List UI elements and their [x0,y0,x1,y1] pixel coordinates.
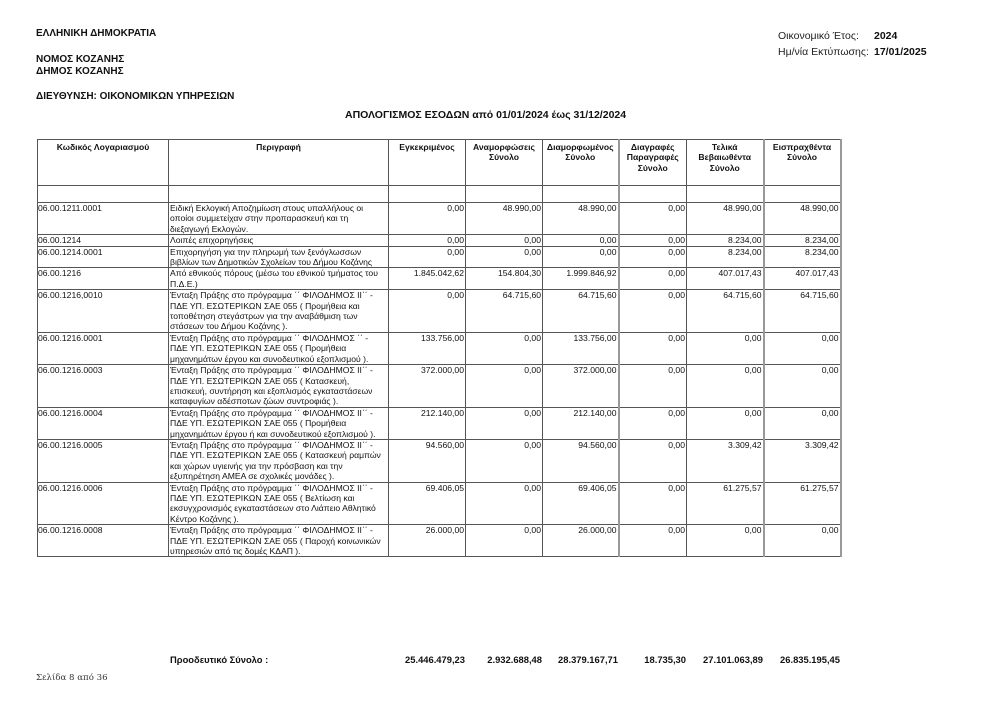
certified-cell: 0,00 [687,407,764,439]
description-cell: Ένταξη Πράξης στο πρόγραμμα ΄΄ ΦΙΛΟΔΗΜΟΣ ΙΙ΄΄ - ΠΔΕ ΥΠ. ΕΣΩΤΕΡΙΚΩΝ ΣΑΕ 055 ( Προμήθεια και τοποθέτηση στεγάστρων για την αναβάθμιση των στάσεων του Δήμου Κοζάνης ). [169,290,389,333]
print-date-value: 17/01/2025 [874,46,927,58]
collected-cell: 407.017,43 [764,268,841,290]
writeoffs-cell: 0,00 [619,525,687,557]
amendments-cell: 0,00 [466,332,543,364]
column-header-code: Κωδικός Λογαριασμού [38,140,169,186]
approved-cell: 212.140,00 [389,407,466,439]
account-code-cell: 06.00.1216.0008 [38,525,169,557]
amendments-cell: 0,00 [466,482,543,525]
municipality-heading: ΔΗΜΟΣ ΚΟΖΑΝΗΣ [36,66,124,77]
certified-cell: 8.234,00 [687,235,764,246]
collected-cell: 8.234,00 [764,246,841,268]
certified-cell: 64.715,60 [687,290,764,333]
description-cell: Ένταξη Πράξης στο πρόγραμμα ΄΄ ΦΙΛΟΔΗΜΟΣ ΙΙ΄΄ - ΠΔΕ ΥΠ. ΕΣΩΤΕΡΙΚΩΝ ΣΑΕ 055 ( Παροχή κοινωνικών υπηρεσιών από τις δομές ΚΔΑΠ ). [169,525,389,557]
column-header-certified: Τελικά Βεβαιωθέντα Σύνολο [687,140,764,186]
empty-cell [389,186,466,203]
description-cell: Ένταξη Πράξης στο πρόγραμμα ΄΄ ΦΙΛΟΔΗΜΟΣ ΙΙ΄΄ - ΠΔΕ ΥΠ. ΕΣΩΤΕΡΙΚΩΝ ΣΑΕ 055 ( Βελτίωση και εκσυγχρονισμός εγκαταστάσεων στο Λιάπειο Αθλητικό Κέντρο Κοζάνης ). [169,482,389,525]
table-row [38,203,841,235]
empty-cell [38,186,169,203]
account-code-cell: 06.00.1216.0006 [38,482,169,525]
account-code-cell: 06.00.1216.0001 [38,332,169,364]
empty-cell [466,186,543,203]
report-title: ΑΠΟΛΟΓΙΣΜΟΣ ΕΣΟΔΩΝ από 01/01/2024 έως 31/12/2024 [345,109,627,121]
column-header-collected: Εισπραχθέντα Σύνολο [764,140,841,186]
writeoffs-cell: 0,00 [619,268,687,290]
revenue-table [37,139,842,557]
account-code-cell: 06.00.1216.0005 [38,439,169,482]
account-code-cell: 06.00.1211.0001 [38,203,169,235]
column-header-approved: Εγκεκριμένος [389,140,466,186]
writeoffs-cell: 0,00 [619,290,687,333]
account-code-cell: 06.00.1216.0004 [38,407,169,439]
collected-cell: 3.309,42 [764,439,841,482]
account-code-cell: 06.00.1216,0010 [38,290,169,333]
table-row [38,365,841,408]
empty-cell [543,186,619,203]
table-row [38,268,841,290]
amendments-cell: 0,00 [466,246,543,268]
certified-cell: 0,00 [687,332,764,364]
column-header-revised: Διαμορφωμένος Σύνολο [543,140,619,186]
writeoffs-cell: 0,00 [619,482,687,525]
account-code-cell: 06.00.1216.0003 [38,365,169,408]
certified-cell: 48.990,00 [687,203,764,235]
amendments-cell: 154.804,30 [466,268,543,290]
total-revised: 28.379.167,71 [558,654,618,665]
writeoffs-cell: 0,00 [619,332,687,364]
revised-cell: 133.756,00 [543,332,619,364]
approved-cell: 133.756,00 [389,332,466,364]
description-cell: Ένταξη Πράξης στο πρόγραμμα ΄΄ ΦΙΛΟΔΗΜΟΣ ΙΙ΄΄ - ΠΔΕ ΥΠ. ΕΣΩΤΕΡΙΚΩΝ ΣΑΕ 055 ( Κατασκευή, επισκευή, συντήρηση και εξοπλισμός εγκαταστάσεων καταφυγίων αδέσποτων ζώων συντροφιάς ). [169,365,389,408]
table-row [38,525,841,557]
writeoffs-cell: 0,00 [619,365,687,408]
table-row [38,246,841,268]
column-header-description: Περιγραφή [169,140,389,186]
revised-cell: 48.990,00 [543,203,619,235]
writeoffs-cell: 0,00 [619,246,687,268]
revised-cell: 64.715,60 [543,290,619,333]
collected-cell: 0,00 [764,332,841,364]
collected-cell: 64.715,60 [764,290,841,333]
description-cell: Ένταξη Πράξης στο πρόγραμμα ΄΄ ΦΙΛΟΔΗΜΟΣ ΙΙ΄΄ - ΠΔΕ ΥΠ. ΕΣΩΤΕΡΙΚΩΝ ΣΑΕ 055 ( Κατασκευή ραμπών και χώρων υγιεινής για την πρόσβαση και την εξυπηρέτηση ΑΜΕΑ σε σχολικές μονάδες ). [169,439,389,482]
prefecture-heading: ΝΟΜΟΣ ΚΟΖΑΝΗΣ [36,54,125,65]
amendments-cell: 0,00 [466,365,543,408]
certified-cell: 3.309,42 [687,439,764,482]
certified-cell: 407.017,43 [687,268,764,290]
amendments-cell: 0,00 [466,235,543,246]
account-code-cell: 06.00.1214 [38,235,169,246]
total-certified: 27.101.063,89 [703,654,763,665]
revised-cell: 0,00 [543,235,619,246]
print-date-label: Ημ/νία Εκτύπωσης: [778,46,869,58]
certified-cell: 8.234,00 [687,246,764,268]
collected-cell: 8.234,00 [764,235,841,246]
totals-label: Προοδευτικό Σύνολο : [170,654,269,665]
certified-cell: 0,00 [687,365,764,408]
writeoffs-cell: 0,00 [619,407,687,439]
fiscal-year-label: Οικονομικό Έτος: [778,30,859,42]
description-cell: Ένταξη Πράξης στο πρόγραμμα ΄΄ ΦΙΛΟΔΗΜΟΣ ΙΙ΄΄ - ΠΔΕ ΥΠ. ΕΣΩΤΕΡΙΚΩΝ ΣΑΕ 055 ( Προμήθεια μηχανημάτων έργου ή και συνοδευτικού εξοπλισμού ). [169,407,389,439]
table-row [38,235,841,246]
approved-cell: 0,00 [389,235,466,246]
description-cell: Ένταξη Πράξης στο πρόγραμμα ΄΄ ΦΙΛΟΔΗΜΟΣ ΄΄ - ΠΔΕ ΥΠ. ΕΣΩΤΕΡΙΚΩΝ ΣΑΕ 055 ( Προμήθεια μηχανημάτων έργου και συνοδευτικού εξοπλισμού ). [169,332,389,364]
amendments-cell: 0,00 [466,439,543,482]
revised-cell: 212.140,00 [543,407,619,439]
approved-cell: 0,00 [389,203,466,235]
revised-cell: 26.000,00 [543,525,619,557]
description-cell: Επιχορηγήση για την πληρωμή των ξενόγλωσσων βιβλίων των Δημοτικών Σχολείων του Δήμου Κοζάνης [169,246,389,268]
revised-cell: 372.000,00 [543,365,619,408]
country-heading: ΕΛΛΗΝΙΚΗ ΔΗΜΟΚΡΑΤΙΑ [36,28,157,39]
table-header-row [38,140,841,186]
collected-cell: 61.275,57 [764,482,841,525]
amendments-cell: 64.715,60 [466,290,543,333]
approved-cell: 26.000,00 [389,525,466,557]
table-row [38,290,841,333]
collected-cell: 0,00 [764,525,841,557]
page-number: Σελίδα 8 από 36 [36,673,108,683]
certified-cell: 61.275,57 [687,482,764,525]
fiscal-year-value: 2024 [874,30,898,42]
empty-cell [169,186,389,203]
approved-cell: 0,00 [389,290,466,333]
certified-cell: 0,00 [687,525,764,557]
total-amendments: 2.932.688,48 [487,654,542,665]
spacer-row [38,186,841,203]
revised-cell: 0,00 [543,246,619,268]
empty-cell [687,186,764,203]
total-collected: 26.835.195,45 [780,654,840,665]
revised-cell: 1.999.846,92 [543,268,619,290]
table-row [38,439,841,482]
empty-cell [764,186,841,203]
table-row [38,482,841,525]
empty-cell [619,186,687,203]
writeoffs-cell: 0,00 [619,203,687,235]
description-cell: Λοιπές επιχορηγήσεις [169,235,389,246]
description-cell: Από εθνικούς πόρους (μέσω του εθνικού τμήματος του Π.Δ.Ε.) [169,268,389,290]
writeoffs-cell: 0,00 [619,439,687,482]
account-code-cell: 06.00.1214.0001 [38,246,169,268]
column-header-amendments: Αναμορφώσεις Σύνολο [466,140,543,186]
amendments-cell: 0,00 [466,407,543,439]
table-row [38,332,841,364]
writeoffs-cell: 0,00 [619,235,687,246]
approved-cell: 94.560,00 [389,439,466,482]
table-row [38,407,841,439]
total-writeoffs: 18.735,30 [644,654,686,665]
total-approved: 25.446.479,23 [405,654,465,665]
amendments-cell: 48.990,00 [466,203,543,235]
amendments-cell: 0,00 [466,525,543,557]
description-cell: Ειδική Εκλογική Αποζημίωση στους υπαλλήλους οι οποίοι συμμετείχαν στην προπαρασκευή και τη διεξαγωγή Εκλογών. [169,203,389,235]
approved-cell: 372.000,00 [389,365,466,408]
column-header-writeoffs: Διαγραφές Παραγραφές Σύνολο [619,140,687,186]
approved-cell: 1.845.042,62 [389,268,466,290]
directorate-heading: ΔΙΕΥΘΥΝΣΗ: ΟΙΚΟΝΟΜΙΚΩΝ ΥΠΗΡΕΣΙΩΝ [36,91,235,102]
approved-cell: 0,00 [389,246,466,268]
collected-cell: 0,00 [764,407,841,439]
collected-cell: 0,00 [764,365,841,408]
account-code-cell: 06.00.1216 [38,268,169,290]
approved-cell: 69.406,05 [389,482,466,525]
collected-cell: 48.990,00 [764,203,841,235]
revised-cell: 69.406,05 [543,482,619,525]
revised-cell: 94.560,00 [543,439,619,482]
